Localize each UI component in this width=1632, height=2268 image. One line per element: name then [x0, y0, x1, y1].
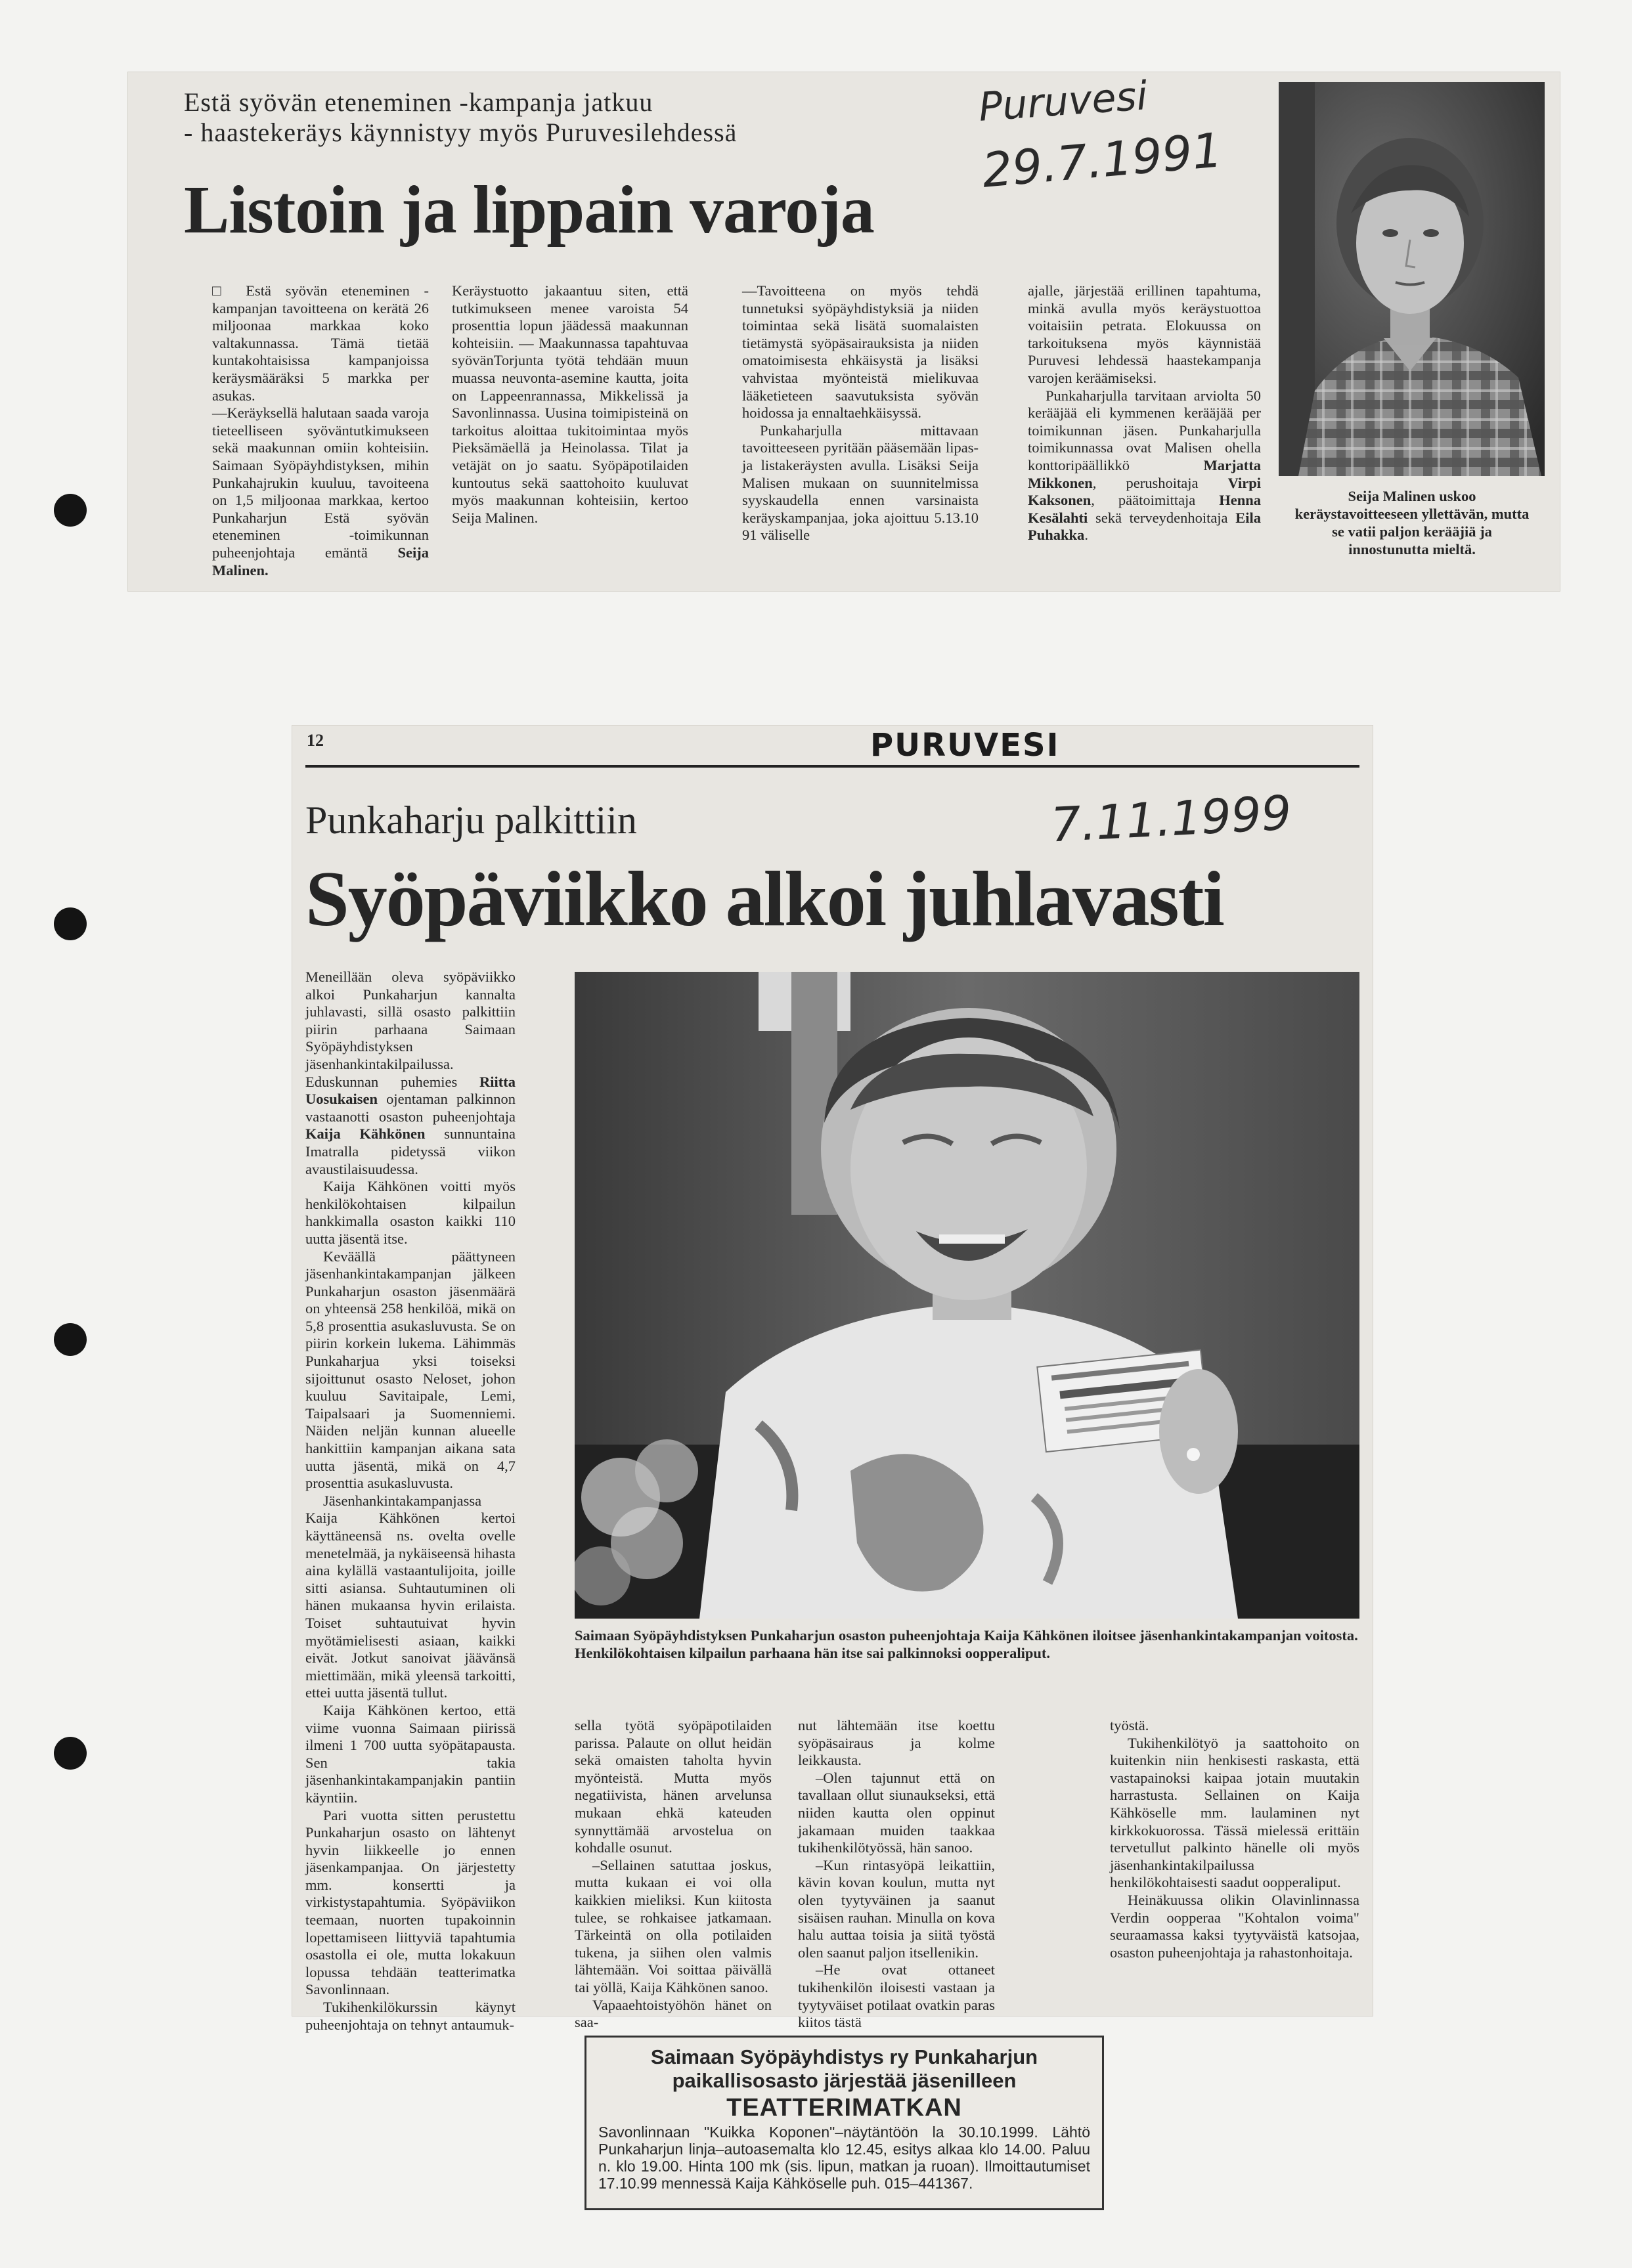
clip2-column-3: nut lähtemään itse koettu syöpäsairaus ja kolme leikkausta. –Olen tajunnut että on tavallaan ollut siunaukseksi, että niiden kautta olen oppinut jakamaan muiden taakkaa tukihenkilötyössä, hän sanoo. –Kun rintasyöpä leikattiin, kävin kovan koulun, mutta nyt olen tyytyväinen ja saanut sisäisen rauhan. Minulla on kova halu auttaa toisia ja siitä työstä olen saanut paljon itsellenikin. –He ovat ottaneet tukihenkilön iloisesti vastaan ja tyytyväiset potilaat ovatkin paras kiitos tästä: [798, 1717, 995, 2031]
clip2-headline: Syöpäviikko alkoi juhlavasti: [305, 855, 1224, 942]
ad-body: Savonlinnaan "Kuikka Koponen"–näytäntöön la 30.10.1999. Lähtö Punkaharjun linja–autoasemalta klo 12.45, esitys alkaa klo 14.00. Paluu n. klo 19.00. Hinta 100 mk (sis. lipun, matkan ja ruoan). Ilmoittautumiset 17.10.99 mennessä Kaija Kähköselle puh. 015–441367.: [598, 2124, 1090, 2192]
clip2-masthead: PURUVESI: [870, 727, 1060, 764]
clip1-column-1: □ Estä syövän eteneminen -kampanjan tavoitteena on kerätä 26 miljoonaa markkaa koko valtakunnassa. Tämä tietää kuntakohtaisissa kampanjoissa keräysmääräksi 5 markka per asukas. —Keräyksellä halutaan saada varoja tieteelliseen syöväntutkimukseen sekä maakunnan omiin kohteisiin. Saimaan Syöpäyhdistyksen, mihin Punkahajrukin kuuluu, tavoiteena on 1,5 miljoonaa markkaa, kertoo Punkaharjun Estä syövän eteneminen -toimikunnan puheenjohtaja emäntä Seija Malinen.: [212, 282, 429, 578]
clip1-column-2: Keräystuotto jakaantuu siten, että tutkimukseen menee varoista 54 prosenttia lopun jäädessä maakunnan kohteisiin. — Maakunnassa tapahtuvaa syövänTorjunta työtä tehdään muun muassa neuvonta-asemine kautta, joita on Lappeenrannassa, Mikkelissä ja Savonlinnassa. Uusina toimipisteinä on tarkoitus aloittaa tukitoimintaa myös Pieksämäellä ja Heinolassa. Tilat ja vetäjät on jo saatu. Syöpäpotilaiden kuntoutus sekä saattohoito kuuluvat myös maakunnan kohteisiin, kertoo Seija Malinen.: [452, 282, 688, 526]
clipping-1999: [292, 726, 1373, 2033]
clip2-column-1: Meneillään oleva syöpäviikko alkoi Punkaharjun kannalta juhlavasti, sillä osasto palkittiin piirin parhaana Saimaan Syöpäyhdistyksen jäsenhankintakilpailussa. Eduskunnan puhemies Riitta Uosukaisen ojentaman palkinnon vastaanotti osaston puheenjohtaja Kaija Kähkönen sunnuntaina Imatralla pidetyssä viikon avaustilaisuudessa. Kaija Kähkönen voitti myös henkilökohtaisen kilpailun hankkimalla osaston kaikki 110 uutta jäsentä itse. Keväällä päättyneen jäsenhankintakampanjan jälkeen Punkaharjun osaston jäsenmäärä on yhteensä 258 henkilöä, mikä on 5,8 prosenttia asukasluvusta. Se on piirin korkein lukema. Lähimmäs Punkaharjua yksi toiseksi sijoittunut osasto Neloset, johon kuuluu Savitaipale, Lemi, Taipalsaari ja Suomenniemi. Näiden neljän kunnan alueelle hankittiin kampanjan aikana sata uutta jäsentä, mikä on 4,7 prosenttia asukasluvusta. Jäsenhankintakampanjassa Kaija Kähkönen kertoi käyttäneensä ns. ovelta ovelle menetelmää, ja nykäiseensä hihasta aina kylällä vastaantulijoita, joille sitti asiansa. Suhtautuminen oli hänen mukaansa hyvin erilaista. Toiset suhtautuivat hyvin myötämielisesti asiaan, kaikki eivät. Jotkut sanoivat jäävänsä miettimään, mikä yleensä tarkoitti, ettei uutta jäsentä tullut. Kaija Kähkönen kertoo, että viime vuonna Saimaan piirissä ilmeni 1 700 uutta syöpätapausta. Sen takia jäsenhankintakampanjakin pantiin käyntiin. Pari vuotta sitten perustettu Punkaharjun osasto on lähtenyt hyvin liikkeelle jo ennen jäsenkampanjaa. On järjestetty mm. konsertti ja virkistystapahtumia. Syöpäviikon teemaan, nuorten tupakoinnin lopettamiseen liittyviä tapahtumia osastolla ei ole, mutta lokakuun lopussa tehdään teatterimatka Savonlinnaan. Tukihenkilökurssin käynyt puheenjohtaja on tehnyt antaumuk-: [305, 969, 516, 2033]
clip1-kicker-2: - haastekeräys käynnistyy myös Puruvesilehdessä: [184, 118, 738, 147]
clip2-column-2: sella työtä syöpäpotilaiden parissa. Palaute on ollut heidän sekä omaisten taholta hyvin myönteistä. Mutta myös negatiivista, hänen arvelunsa mukaan ehkä kateuden synnyttämää arvostelua on kohdalle osunut. –Sellainen satuttaa joskus, mutta kukaan ei voi olla kaikkien mieliksi. Kun kiitosta tulee, se rohkaisee jatkamaan. Tärkeintä on olla potilaiden tukena, ja siihen olen valmis lähtemään. Voi soittaa päivällä tai yöllä, Kaija Kähkönen sanoo. Vapaaehtoistyöhön hänet on saa-: [575, 1717, 772, 2031]
punch-hole-bottom: [54, 1737, 87, 1770]
punch-hole-middle: [54, 907, 87, 940]
clip1-photo-caption: Seija Malinen uskoo keräystavoitteeseen yllettävän, mutta se vatii paljon kerääjiä ja innostunutta mieltä.: [1294, 488, 1530, 557]
theater-trip-ad: [584, 2036, 1104, 2210]
clip2-masthead-rule: [305, 765, 1359, 768]
ad-line-1: Saimaan Syöpäyhdistys ry Punkaharjun: [650, 2045, 1038, 2068]
clip1-column-3: —Tavoitteena on myös tehdä tunnetuksi syöpäyhdistyksiä ja niiden toimintaa sekä lisätä suomalaisten tietämystä syöpäsairauksista ja niiden omatoimisesta ehkäisystä ja lisäksi vahvistaa myönteistä mielikuvaa lääketieteen saavutuksista syövän hoidossa ja ennaltaehkäisyssä. Punkaharjulla mittavaan tavoitteeseen pyritään pääsemään lipas- ja listakeräysten avulla. Lisäksi Seija Malisen mukaan on suunnitelmissa syyskaudella ennen varsinaista keräyskampanjaa, joka ajoittuu 5.13.10 91 väliselle: [742, 282, 979, 544]
clip1-kicker-1: Estä syövän eteneminen -kampanja jatkuu: [184, 87, 653, 117]
clip1-portrait-photo: [1279, 82, 1545, 476]
clip1-headline: Listoin ja lippain varoja: [184, 172, 874, 248]
clip2-photo-caption: Saimaan Syöpäyhdistyksen Punkaharjun osaston puheenjohtaja Kaija Kähkönen iloitsee jäsenhankintakampanjan voitosta. Henkilökohtaisen kilpailun parhaana hän itse sai palkinnoksi oopperaliput.: [575, 1627, 1358, 1661]
clip1-handwritten-date: 29.7.1991: [980, 122, 1225, 198]
clip2-page-number: 12: [307, 731, 324, 750]
punch-hole-top: [54, 494, 87, 527]
clip2-kicker: Punkaharju palkittiin: [305, 798, 637, 842]
clip1-column-4: ajalle, järjestää erillinen tapahtuma, minkä avulla myös keräystuottoa voitaisiin petrata. Elokuussa on tarkoituksena myös käynnistää Puruvesi lehdessä haastekampanja varojen keräämiseksi. Punkaharjulla tarvitaan arviolta 50 kerääjää eli kymmenen kerääjää per toimikunnan jäsen. Punkaharjulla toimikunnassa ovat Malisen ohella konttoripäällikkö Marjatta Mikkonen, perushoitaja Virpi Kaksonen, päätoimittaja Henna Kesälahti sekä terveydenhoitaja Eila Puhakka.: [1028, 282, 1261, 544]
clipping-1991: [128, 72, 1560, 591]
clip1-handwritten-source: Puruvesi: [977, 73, 1149, 131]
clip2-column-4: työstä. Tukihenkilötyö ja saattohoito on kuitenkin niin henkisesti raskasta, että vastapainoksi kaipaa jotain muutakin harrastusta. Sellainen on Kaija Kähköselle mm. laulaminen nyt kirkkokuorossa. Tässä mielessä erittäin tervetullut palkinto hänelle oli myös jäsenhankintakilpailussa henkilökohtaisesti saadut oopperaliput. Heinäkuussa olikin Olavinlinnassa Verdin oopperaa "Kohtalon voima" seuraamassa kaksi tyytyväistä katsojaa, osaston puheenjohtaja ja rahastonhoitaja.: [1110, 1717, 1359, 1961]
clip2-handwritten-date: 7.11.1999: [1049, 785, 1293, 853]
punch-hole-lower: [54, 1323, 87, 1356]
ad-line-2: paikallisosasto järjestää jäsenilleen: [672, 2069, 1017, 2092]
ad-title: TEATTERIMATKAN: [726, 2094, 962, 2122]
clip2-main-photo: [575, 972, 1359, 1619]
